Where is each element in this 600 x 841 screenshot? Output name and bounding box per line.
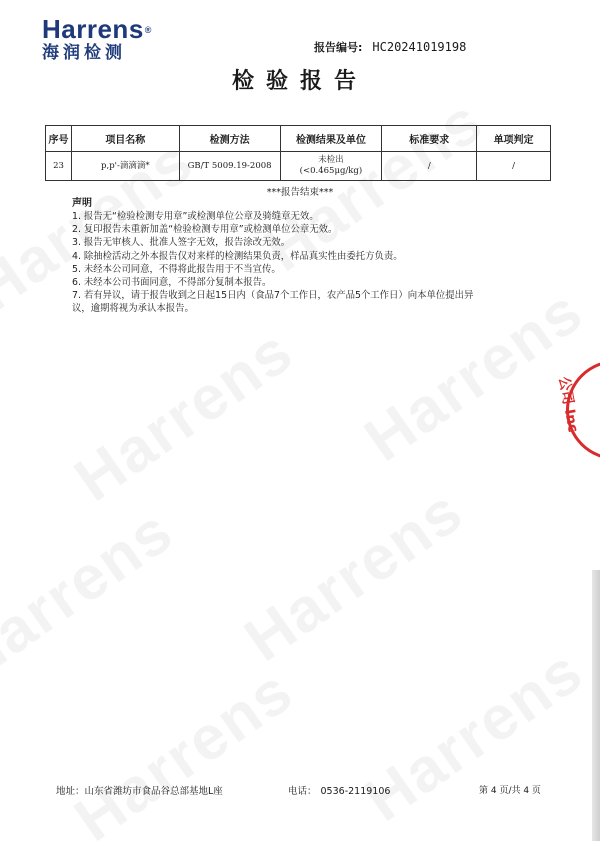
report-end-marker: ***报告结束*** [266,187,334,198]
column-header-item: 项目名称 [71,126,179,152]
footer-address: 地址：山东省潍坊市食品谷总部基地L座 [56,786,223,797]
statement-item: 4. 除抽检活动之外本报告仅对来样的检测结果负责，样品真实性由委托方负责。 [72,250,403,262]
watermark [232,475,476,676]
seal-text: 公司 Inc [555,375,581,434]
watermark [0,495,186,696]
statement-item: 2. 复印报告未重新加盖“检验检测专用章”或检测单位公章无效。 [72,224,338,236]
cell-no: 23 [46,152,72,181]
logo-wordmark: Harrens [42,14,144,44]
cell-item: p,p'-滴滴滴* [71,152,179,181]
footer-page-number: 第 4 页/共 4 页 [479,786,541,796]
cell-judgement: / [477,152,551,181]
statement-title: 声明 [72,198,92,209]
footer-phone-label: 电话： [288,786,317,797]
statement-item: 6. 未经本公司书面同意，不得部分复制本报告。 [72,277,272,289]
statement-item: 3. 报告无审核人、批准人签字无效，报告涂改无效。 [72,237,291,249]
page-footer [0,783,600,799]
column-header-result: 检测结果及单位 [280,126,382,152]
result-unit: (<0.465μg/kg) [299,166,363,176]
footer-phone-value: 0536-2119106 [320,786,391,797]
column-header-judgement: 单项判定 [477,126,551,152]
statement-item: 7. 若有异议，请于报告收到之日起15日内（食品7个工作日，农产品5个工作日）向本单位提出异 [72,290,474,302]
statement-section [72,197,562,316]
statement-item: 5. 未经本公司同意，不得将此报告用于不当宣传。 [72,263,281,275]
company-logo [42,16,152,63]
report-number [314,39,466,55]
statement-item: 1. 报告无“检验检测专用章”或检测单位公章及骑缝章无效。 [72,211,319,222]
column-header-method: 检测方法 [179,126,280,152]
cell-method: GB/T 5009.19-2008 [179,152,280,181]
results-table [45,125,551,181]
column-header-standard: 标准要求 [382,126,477,152]
page-title: 检验报告 [231,69,368,94]
result-value: 未检出 [318,155,344,165]
watermark [62,655,306,841]
registered-mark: ® [144,25,152,35]
watermark [62,315,306,516]
statement-list [72,210,562,316]
report-number-label: 报告编号: [314,41,363,54]
page-edge-shadow [592,570,600,841]
table-header-row [46,126,551,152]
logo-chinese-name: 海润检测 [42,43,126,63]
footer-phone [288,783,390,797]
watermark [352,635,596,836]
report-number-value: HC20241019198 [372,40,467,54]
cell-standard: / [382,152,477,181]
cell-result [280,152,382,181]
statement-item: 议，逾期将视为承认本报告。 [72,303,194,315]
table-row [46,152,551,181]
column-header-no: 序号 [46,126,72,152]
